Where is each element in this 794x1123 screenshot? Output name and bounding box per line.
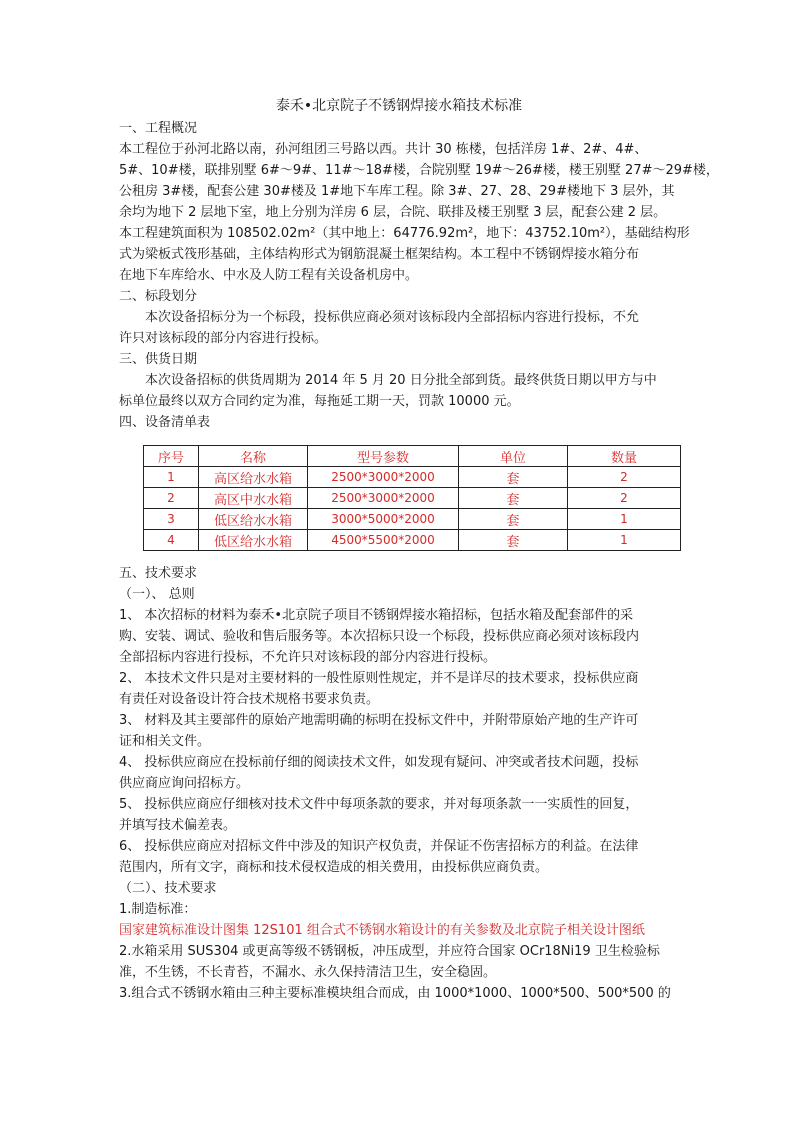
- column-header: 数量: [568, 446, 681, 467]
- paragraph-line: 4、 投标供应商应在投标前仔细的阅读技术文件，如发现有疑问、冲突或者技术问题，投标: [119, 755, 639, 770]
- subsection-heading-technical: （二）、技术要求: [119, 881, 217, 896]
- table-cell: 2: [568, 488, 681, 509]
- column-header: 型号参数: [308, 446, 459, 467]
- paragraph-line: 3、 材料及其主要部件的原始产地需明确的标明在投标文件中，并附带原始产地的生产许可: [119, 713, 639, 728]
- paragraph-line: 购、安装、调试、验收和售后服务等。本次招标只设一个标段，投标供应商必须对该标段内: [119, 629, 640, 644]
- table-cell: 套: [459, 488, 568, 509]
- section-heading-delivery: 三、供货日期: [119, 352, 198, 367]
- column-header: 单位: [459, 446, 568, 467]
- paragraph-line: 公租房 3#楼，配套公建 30#楼及 1#地下车库工程。除 3#、27、28、29#楼地下 3 层外，其: [119, 184, 675, 199]
- table-row: [144, 467, 681, 488]
- table-cell: 1: [568, 509, 681, 530]
- paragraph-line: 标单位最终以双方合同约定为准，每拖延工期一天，罚款 10000 元。: [119, 394, 520, 409]
- paragraph-line: 本工程位于孙河北路以南，孙河组团三号路以西。共计 30 栋楼，包括洋房 1#、2#、4#、: [119, 142, 648, 157]
- paragraph-line: 范围内，所有文字，商标和技术侵权造成的相关费用，由投标供应商负责。: [119, 860, 549, 875]
- column-header: 名称: [199, 446, 308, 467]
- table-cell: 1: [568, 530, 681, 551]
- table-cell: 套: [459, 509, 568, 530]
- section-heading-equipment-list: 四、设备清单表: [119, 415, 211, 430]
- section-heading-overview: 一、工程概况: [119, 121, 198, 136]
- paragraph-line: 5#、10#楼，联排别墅 6#～9#、11#～18#楼，合院别墅 19#～26#楼，楼王别墅 27#～29#楼，: [119, 163, 719, 178]
- table-cell: 低区给水水箱: [199, 509, 308, 530]
- table-cell: 低区给水水箱: [199, 530, 308, 551]
- paragraph-line: 并填写技术偏差表。: [119, 818, 237, 833]
- section-heading-technical-requirements: 五、技术要求: [119, 566, 198, 581]
- standard-heading: 1.制造标准：: [119, 902, 197, 917]
- document-title: 泰禾•北京院子不锈钢焊接水箱技术标准: [275, 98, 523, 114]
- table-cell: 3000*5000*2000: [308, 509, 459, 530]
- paragraph-line: 2、 本技术文件只是对主要材料的一般性原则性规定，并不是详尽的技术要求，投标供应商: [119, 671, 639, 686]
- table-row: [144, 509, 681, 530]
- table-cell: 高区给水水箱: [199, 467, 308, 488]
- table-cell: 3: [144, 509, 199, 530]
- paragraph-line: 有责任对设备设计符合技术规格书要求负责。: [119, 692, 380, 707]
- paragraph-line: 全部招标内容进行投标，不允许只对该标段的部分内容进行投标。: [119, 650, 497, 665]
- paragraph-line: 许只对该标段的部分内容进行投标。: [119, 331, 328, 346]
- paragraph-line: 余均为地下 2 层地下室，地上分别为洋房 6 层，合院、联排及楼王别墅 3 层，配套公建 2 层。: [119, 205, 667, 220]
- paragraph-line: 式为梁板式筏形基础，主体结构形式为钢筋混凝土框架结构。本工程中不锈钢焊接水箱分布: [119, 247, 640, 262]
- paragraph-line: 5、 投标供应商应仔细核对技术文件中每项条款的要求，并对每项条款一一实质性的回复，: [119, 797, 639, 812]
- paragraph-line: 本次设备招标分为一个标段，投标供应商必须对该标段内全部招标内容进行投标，不允: [145, 310, 640, 325]
- table-cell: 2500*3000*2000: [308, 467, 459, 488]
- paragraph-line: 准，不生锈，不长青苔，不漏水、永久保持清洁卫生，安全稳固。: [119, 965, 497, 980]
- paragraph-line: 本工程建筑面积为 108502.02m²（其中地上：64776.92m²，地下：43752.10m²），基础结构形: [119, 226, 690, 241]
- paragraph-line: 6、 投标供应商应对招标文件中涉及的知识产权负责，并保证不伤害招标方的利益。在法律: [119, 839, 639, 854]
- paragraph-line: 本次设备招标的供货周期为 2014 年 5 月 20 日分批全部到货。最终供货日期以甲方与中: [145, 373, 657, 388]
- equipment-table: [143, 445, 681, 551]
- table-header-row: [144, 446, 681, 467]
- table-cell: 4500*5500*2000: [308, 530, 459, 551]
- table-cell: 套: [459, 467, 568, 488]
- table-row: [144, 530, 681, 551]
- table-cell: 2: [144, 488, 199, 509]
- table-cell: 高区中水水箱: [199, 488, 308, 509]
- table-cell: 4: [144, 530, 199, 551]
- paragraph-line: 1、 本次招标的材料为泰禾•北京院子项目不锈钢焊接水箱招标，包括水箱及配套部件的采: [119, 608, 634, 623]
- table-cell: 1: [144, 467, 199, 488]
- paragraph-line: 在地下车库给水、中水及人防工程有关设备机房中。: [119, 268, 419, 283]
- table-cell: 套: [459, 530, 568, 551]
- paragraph-line: 2.水箱采用 SUS304 或更高等级不锈钢板，冲压成型，并应符合国家 OCr18Ni19 卫生检验标: [119, 944, 660, 959]
- standard-reference-red: 国家建筑标准设计图集 12S101 组合式不锈钢水箱设计的有关参数及北京院子相关设计图纸: [119, 923, 645, 938]
- document-page: [119, 96, 719, 1004]
- table-cell: 2: [568, 467, 681, 488]
- section-heading-lots: 二、标段划分: [119, 289, 198, 304]
- paragraph-line: 供应商应询问招标方。: [119, 776, 250, 791]
- paragraph-line: 证和相关文件。: [119, 734, 211, 749]
- table-cell: 2500*3000*2000: [308, 488, 459, 509]
- paragraph-line: 3.组合式不锈钢水箱由三种主要标准模块组合而成，由 1000*1000、1000*500、500*500 的: [119, 986, 671, 1001]
- table-row: [144, 488, 681, 509]
- column-header: 序号: [144, 446, 199, 467]
- subsection-heading-general: （一）、 总则: [119, 587, 195, 602]
